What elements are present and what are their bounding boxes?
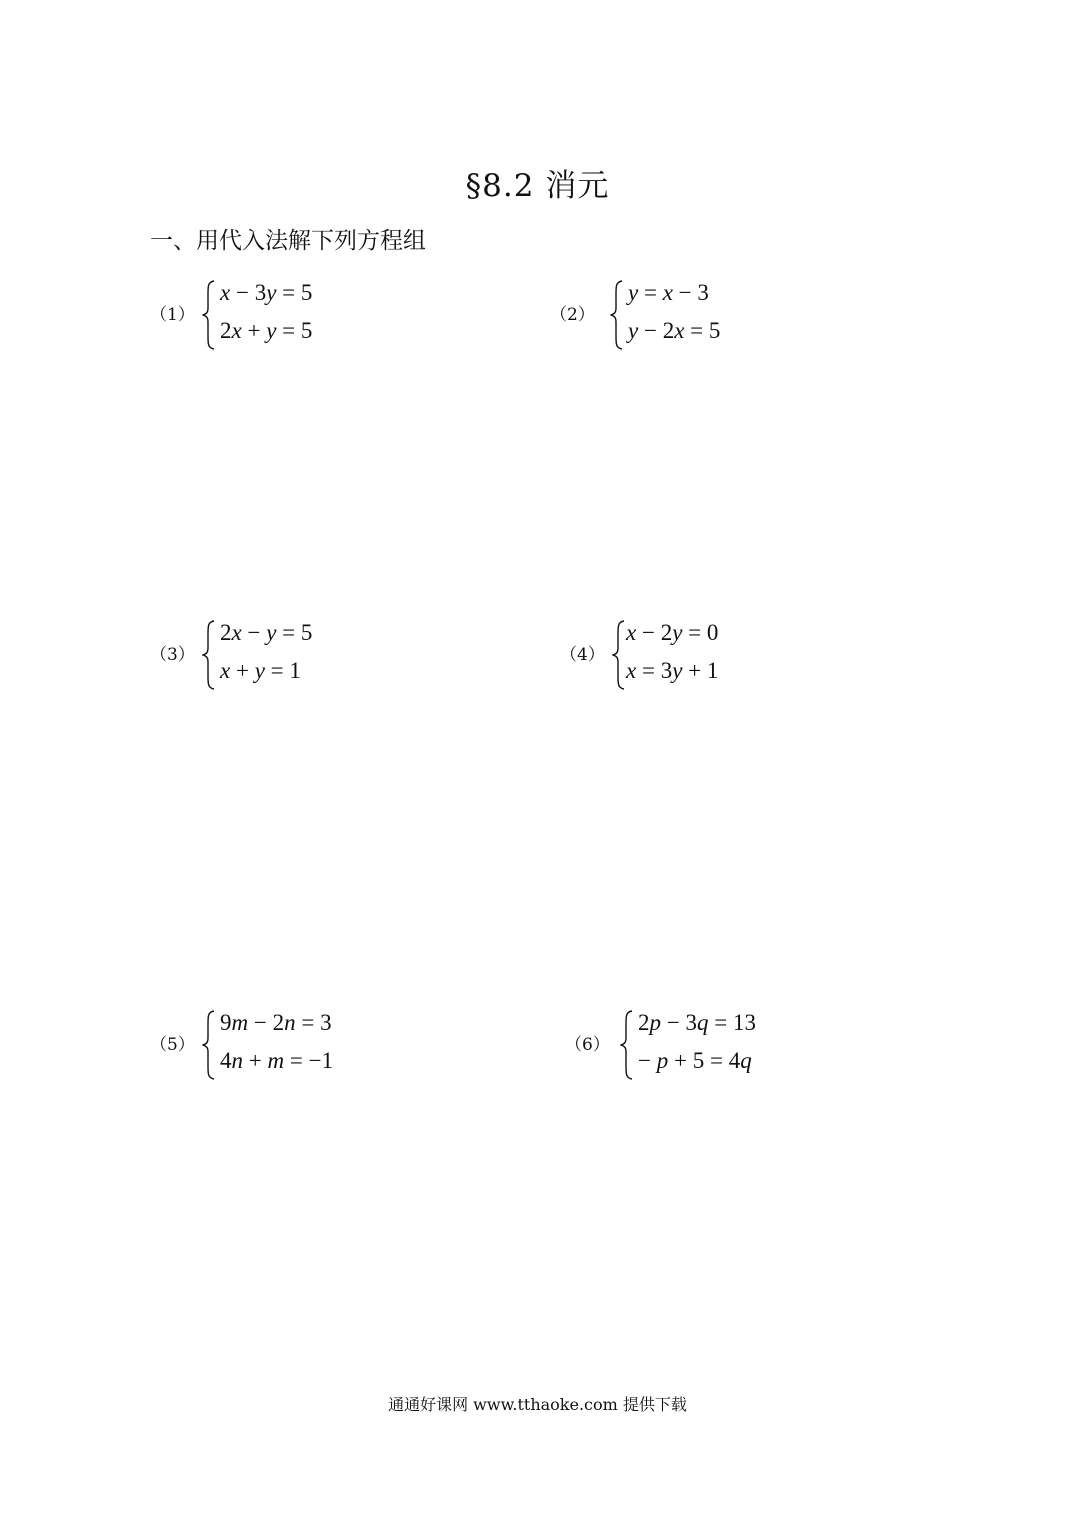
footer-credit: 通通好课网 www.tthaoke.com 提供下载: [388, 1395, 687, 1414]
equations: [638, 1004, 756, 1080]
left-brace-icon: [202, 1010, 216, 1080]
equations: [220, 274, 312, 350]
problem-label: （1）: [150, 305, 195, 325]
equation-2: − p + 5 = 4q: [638, 1048, 752, 1073]
equation-2: 2x + y = 5: [220, 318, 313, 343]
equation-1: x − 2y = 0: [626, 620, 719, 645]
equation-1: y = x − 3: [628, 280, 709, 305]
equations: [628, 274, 720, 350]
problem-label: （2）: [550, 305, 595, 325]
equation-1: x − 3y = 5: [220, 280, 313, 305]
section-heading: 一、用代入法解下列方程组: [150, 228, 426, 254]
equation-2: y − 2x = 5: [628, 318, 721, 343]
left-brace-icon: [612, 620, 626, 690]
equation-2: x = 3y + 1: [626, 658, 719, 683]
problem-label: （3）: [150, 645, 195, 665]
equations: [220, 614, 312, 690]
left-brace-icon: [620, 1010, 634, 1080]
equations: [626, 614, 718, 690]
left-brace-icon: [610, 280, 624, 350]
page-title: §8.2 消元: [465, 168, 610, 204]
problem-label: （5）: [150, 1035, 195, 1055]
equation-2: 4n + m = −1: [220, 1048, 334, 1073]
equation-1: 9m − 2n = 3: [220, 1010, 332, 1035]
problem-label: （4）: [560, 645, 605, 665]
equations: [220, 1004, 333, 1080]
equation-1: 2p − 3q = 13: [638, 1010, 756, 1035]
equation-2: x + y = 1: [220, 658, 301, 683]
left-brace-icon: [202, 620, 216, 690]
problem-label: （6）: [565, 1035, 610, 1055]
left-brace-icon: [202, 280, 216, 350]
equation-1: 2x − y = 5: [220, 620, 313, 645]
